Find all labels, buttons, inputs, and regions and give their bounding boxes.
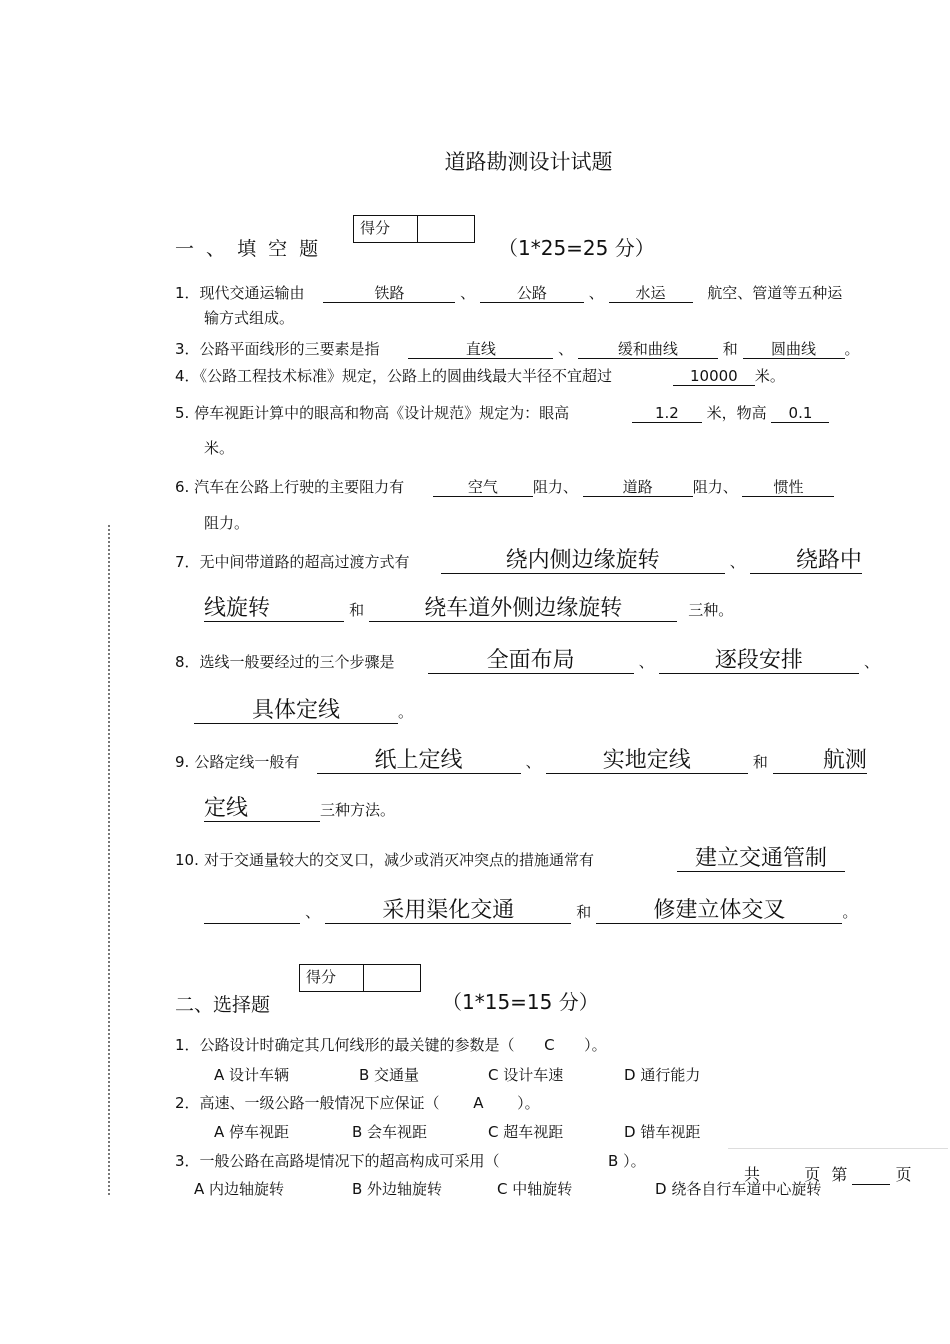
score-cell[interactable] — [364, 965, 420, 991]
fill-question-1-continuation: 输方式组成。 — [204, 309, 295, 327]
section2-points: （1*15=15 分） — [442, 990, 599, 1014]
fill-question-4 — [175, 365, 785, 386]
page-title: 道路勘测设计试题 — [444, 150, 613, 174]
answer-blank: 公路 — [480, 285, 584, 303]
option-a[interactable]: A 内边轴旋转 — [194, 1180, 285, 1198]
answer-blank: 具体定线 — [194, 698, 398, 724]
question-end: 。 — [398, 703, 414, 721]
option-b[interactable]: B 交通量 — [359, 1066, 420, 1084]
question-end: ）。 — [584, 1036, 607, 1054]
answer-blank: 直线 — [408, 341, 553, 359]
fill-question-9-continuation — [204, 796, 395, 822]
binding-margin-line — [108, 525, 110, 1195]
separator: 、 — [558, 340, 574, 358]
footer-page-unit: 页 — [804, 1165, 821, 1184]
fill-question-7-continuation — [204, 596, 733, 622]
question-number: 8． — [175, 653, 200, 671]
answer-blank: 绕路中 — [750, 548, 862, 574]
answer-blank: 10000 — [673, 368, 755, 386]
answer-choice: C — [544, 1036, 555, 1054]
answer-choice: A — [473, 1094, 484, 1112]
fill-question-3 — [175, 338, 860, 359]
fill-question-7 — [175, 548, 862, 574]
option-c[interactable]: C 设计车速 — [488, 1066, 564, 1084]
question-text-tail: 三种方法。 — [320, 801, 396, 819]
score-cell[interactable] — [418, 216, 474, 242]
separator: 和 — [752, 753, 768, 771]
footer-nth: 第 — [831, 1165, 848, 1184]
question-text-mid: 阻力、 — [692, 478, 738, 496]
answer-blank: 实地定线 — [546, 748, 748, 774]
answer-blank: 惯性 — [742, 479, 834, 497]
separator: 、 — [525, 753, 541, 771]
fill-question-8 — [175, 648, 879, 674]
choice-question-1 — [175, 1034, 607, 1055]
separator: 和 — [349, 601, 365, 619]
separator: 和 — [576, 903, 592, 921]
question-text-tail: 米。 — [754, 367, 785, 385]
score-box — [299, 964, 421, 992]
answer-blank: 圆曲线 — [743, 341, 845, 359]
answer-blank: 航测 — [773, 748, 867, 774]
separator: 和 — [722, 340, 738, 358]
choice-question-3 — [175, 1150, 646, 1171]
question-end: ）。 — [517, 1094, 540, 1112]
question-number: 3． — [175, 1152, 200, 1170]
fill-question-1 — [175, 282, 842, 303]
page-footer — [744, 1162, 912, 1185]
answer-blank: 逐段安排 — [659, 648, 859, 674]
fill-question-5 — [175, 402, 829, 423]
answer-blank: 采用渠化交通 — [325, 898, 571, 924]
answer-blank: 纸上定线 — [317, 748, 521, 774]
question-number: 5. — [175, 404, 190, 422]
question-text: 选线一般要经过的三个步骤是 — [199, 653, 395, 671]
question-text: 高速、一级公路一般情况下应保证（ — [199, 1094, 440, 1112]
question-text: 现代交通运输由 — [199, 284, 305, 302]
fill-question-10-continuation — [204, 898, 857, 924]
section2-heading: 二、选择题 — [175, 994, 271, 1016]
question-text-tail: 三种。 — [688, 601, 734, 619]
option-c[interactable]: C 中轴旋转 — [497, 1180, 573, 1198]
question-end: 。 — [842, 903, 858, 921]
answer-blank: 定线 — [204, 796, 320, 822]
answer-blank: 水运 — [609, 285, 693, 303]
question-text: 无中间带道路的超高过渡方式有 — [199, 553, 410, 571]
footer-total: 共 — [744, 1165, 761, 1184]
question-number: 10. — [175, 851, 199, 869]
fill-question-10 — [175, 846, 845, 872]
question-text-mid: 阻力、 — [532, 478, 578, 496]
footer-divider — [728, 1148, 948, 1149]
question-text-tail: 航空、管道等五种运 — [707, 284, 843, 302]
answer-blank-extension — [204, 898, 300, 924]
answer-blank: 全面布局 — [428, 648, 634, 674]
answer-choice: B — [608, 1152, 619, 1170]
separator: 、 — [305, 903, 321, 921]
answer-blank: 绕内侧边缘旋转 — [441, 548, 725, 574]
question-text: 一般公路在高路堤情况下的超高构成可采用（ — [199, 1152, 500, 1170]
score-label: 得分 — [354, 216, 418, 242]
option-d[interactable]: D 错车视距 — [624, 1123, 701, 1141]
choice-question-2 — [175, 1092, 540, 1113]
question-number: 2． — [175, 1094, 200, 1112]
option-b[interactable]: B 会车视距 — [352, 1123, 428, 1141]
separator: 、 — [863, 653, 879, 671]
answer-blank: 建立交通管制 — [677, 846, 845, 872]
answer-blank: 1.2 — [632, 405, 702, 423]
question-text: 对于交通量较大的交叉口，减少或消灭冲突点的措施通常有 — [203, 851, 594, 869]
question-text: 《公路工程技术标准》规定，公路上的圆曲线最大半径不宜超过 — [199, 367, 613, 385]
option-b[interactable]: B 外边轴旋转 — [352, 1180, 443, 1198]
question-text: 公路设计时确定其几何线形的最关键的参数是（ — [199, 1036, 515, 1054]
answer-blank: 缓和曲线 — [578, 341, 718, 359]
option-a[interactable]: A 设计车辆 — [214, 1066, 290, 1084]
question-number: 1． — [175, 1036, 200, 1054]
separator: 、 — [638, 653, 654, 671]
fill-question-5-continuation: 米。 — [204, 439, 235, 457]
question-number: 3． — [175, 340, 200, 358]
question-number: 6. — [175, 478, 190, 496]
question-number: 7． — [175, 553, 200, 571]
answer-blank: 道路 — [583, 479, 693, 497]
section1-points: （1*25=25 分） — [498, 236, 655, 260]
fill-question-9 — [175, 748, 867, 774]
question-text: 公路平面线形的三要素是指 — [199, 340, 380, 358]
footer-page-unit: 页 — [895, 1165, 912, 1184]
separator: 、 — [729, 553, 745, 571]
answer-blank: 空气 — [433, 479, 533, 497]
footer-page-blank — [852, 1166, 890, 1185]
question-text-mid: 米，物高 — [706, 404, 767, 422]
score-box — [353, 215, 475, 243]
option-a[interactable]: A 停车视距 — [214, 1123, 290, 1141]
section1-heading: 一 、 填 空 题 — [175, 238, 322, 260]
question-text: 停车视距计算中的眼高和物高《设计规范》规定为：眼高 — [194, 404, 570, 422]
fill-question-8-continuation — [194, 698, 413, 724]
answer-blank: 绕车道外侧边缘旋转 — [369, 596, 677, 622]
option-d[interactable]: D 绕各自行车道中心旋转 — [655, 1180, 822, 1198]
separator: 、 — [460, 284, 476, 302]
option-d[interactable]: D 通行能力 — [624, 1066, 701, 1084]
answer-blank: 线旋转 — [204, 596, 344, 622]
question-text: 汽车在公路上行驶的主要阻力有 — [194, 478, 405, 496]
question-number: 9. — [175, 753, 190, 771]
question-number: 1． — [175, 284, 200, 302]
question-number: 4． — [175, 367, 200, 385]
question-end: ）。 — [623, 1152, 646, 1170]
separator: 、 — [588, 284, 604, 302]
answer-blank: 铁路 — [323, 285, 455, 303]
question-text: 公路定线一般有 — [194, 753, 300, 771]
question-end: 。 — [844, 340, 860, 358]
score-label: 得分 — [300, 965, 364, 991]
option-c[interactable]: C 超车视距 — [488, 1123, 564, 1141]
answer-blank: 修建立体交叉 — [596, 898, 842, 924]
fill-question-6 — [175, 476, 834, 497]
answer-blank: 0.1 — [771, 405, 829, 423]
fill-question-6-continuation: 阻力。 — [204, 514, 250, 532]
